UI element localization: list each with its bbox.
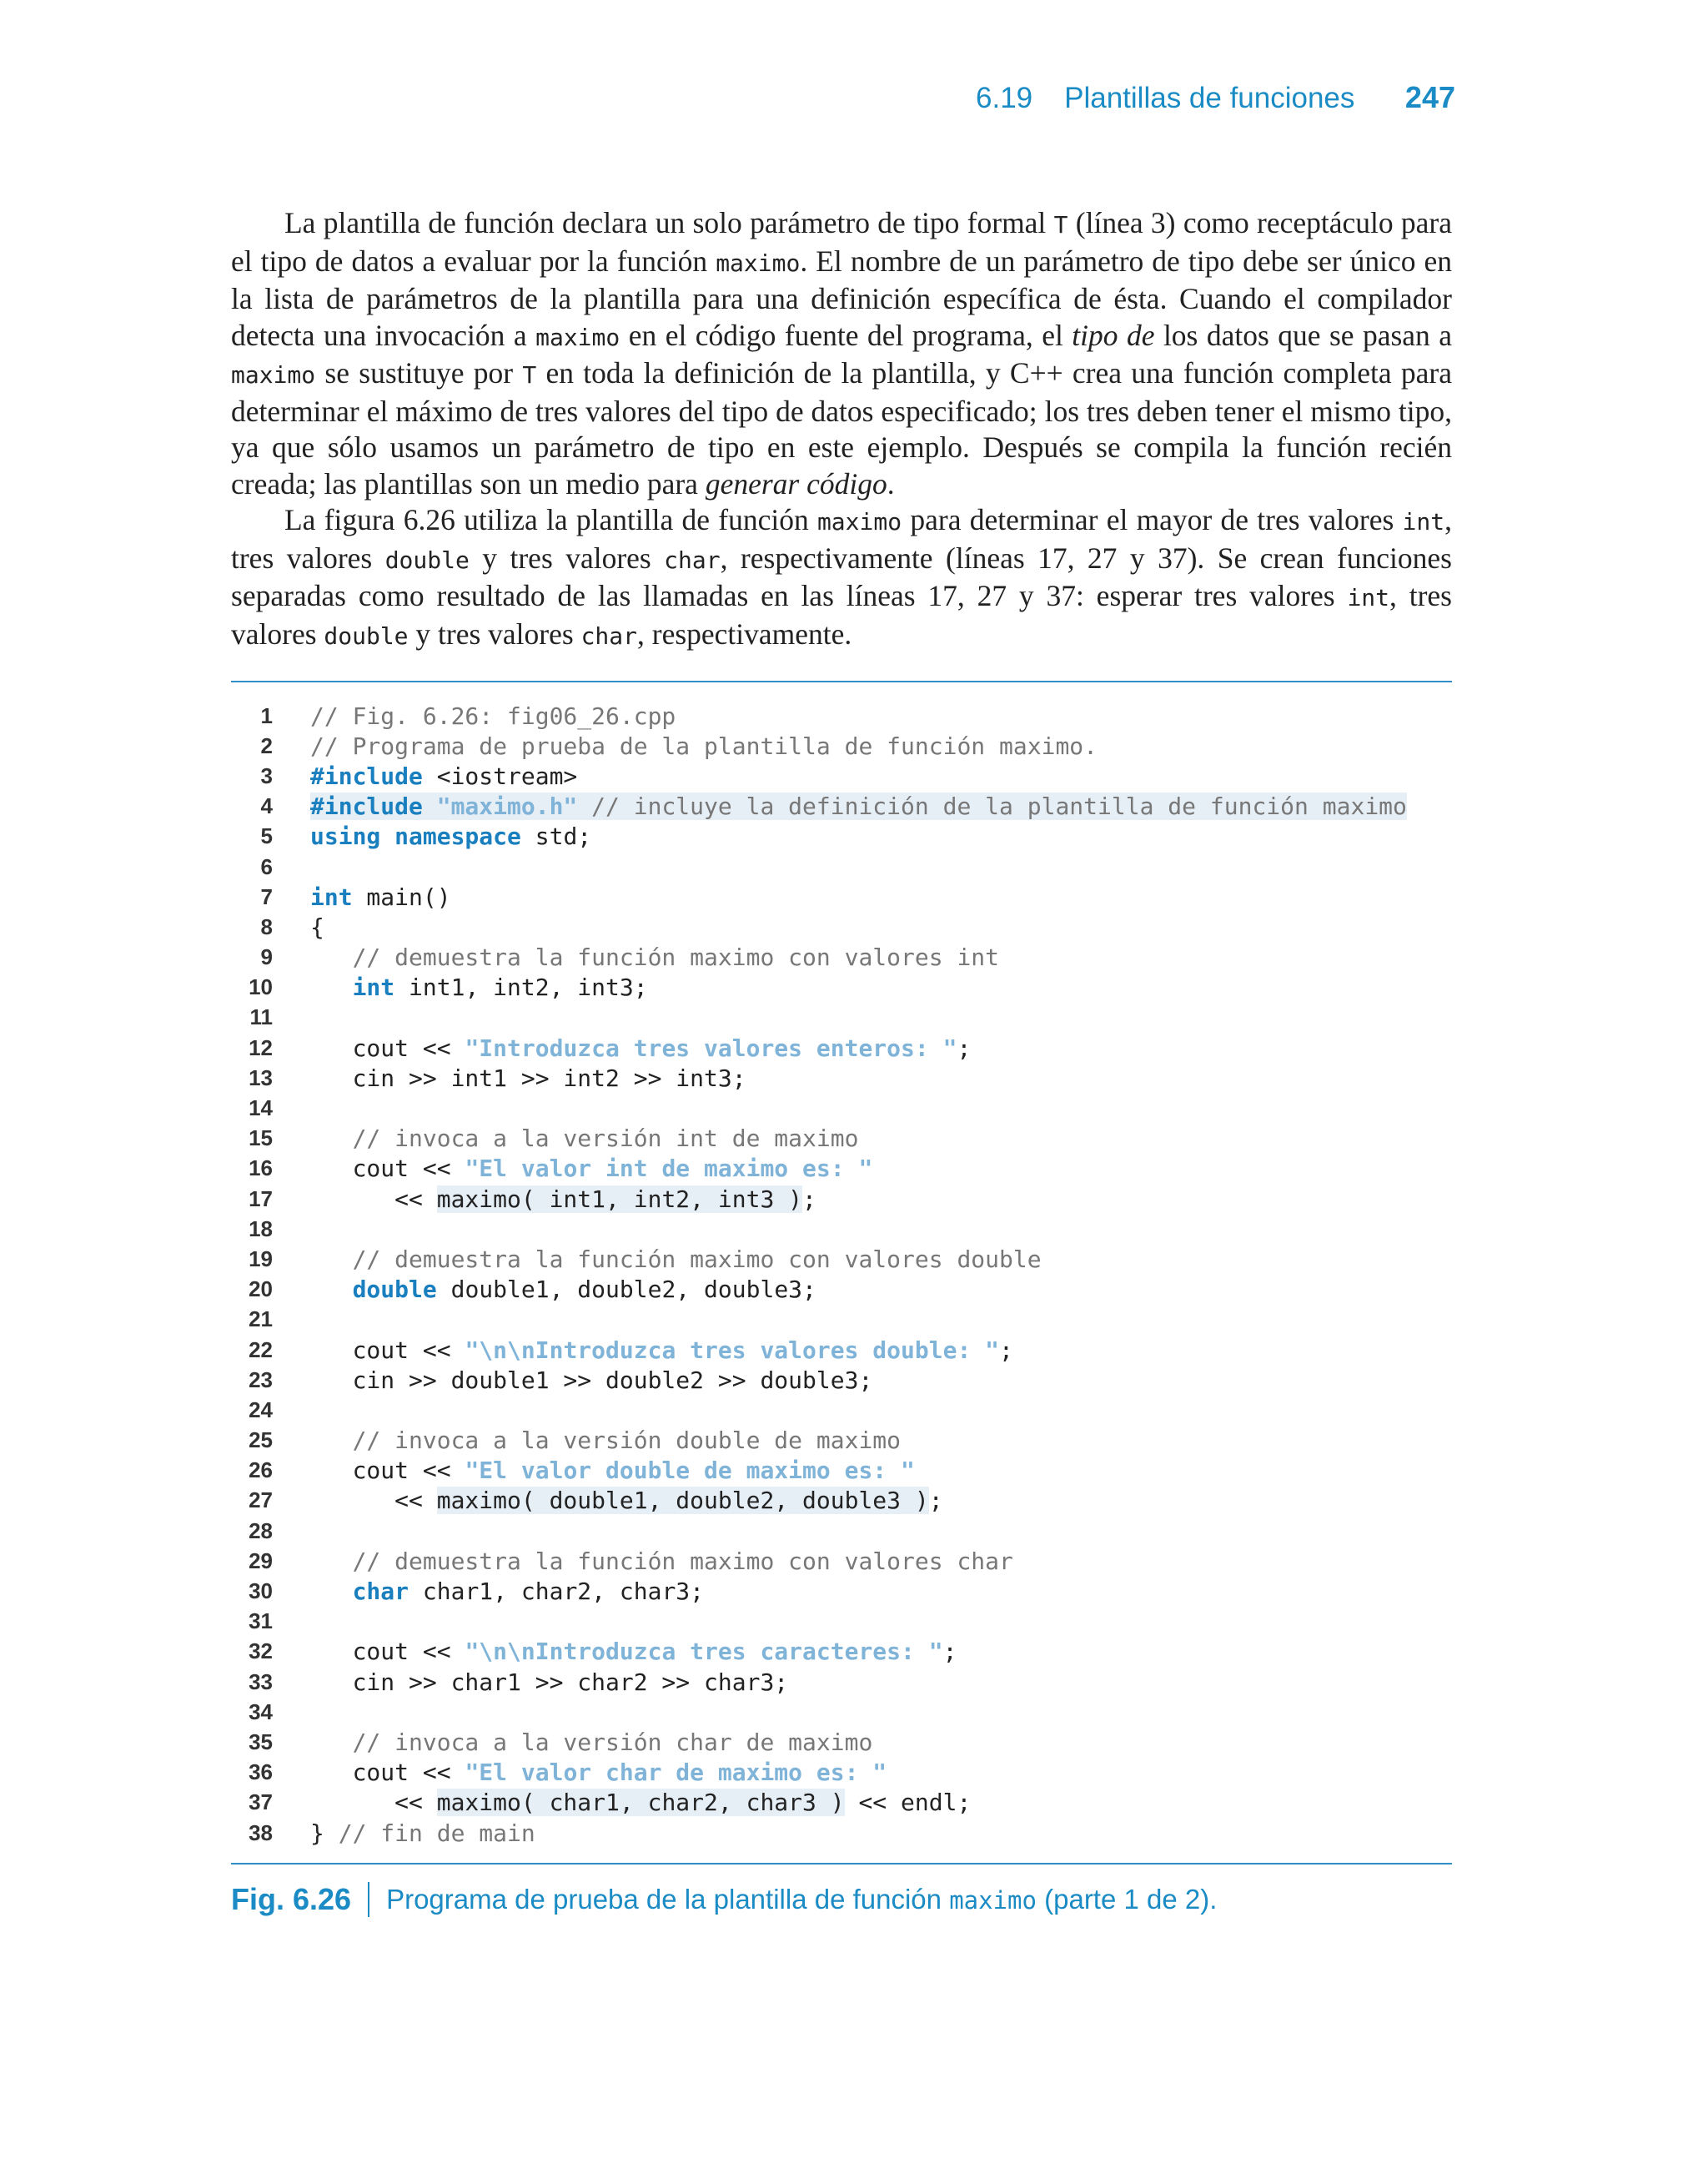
text-run: , respectivamente. <box>637 616 852 651</box>
code-token: ; <box>957 1034 972 1062</box>
line-number: 35 <box>249 1729 273 1754</box>
inline-code: double <box>384 546 470 574</box>
paragraph-2 <box>231 502 1452 654</box>
code-token: // invoca a la versión double de maximo <box>310 1427 902 1455</box>
section-number: 6.19 <box>976 82 1033 114</box>
code-line <box>231 1244 1452 1274</box>
inline-code: maximo <box>231 361 316 389</box>
line-number: 24 <box>249 1396 273 1422</box>
code-text <box>310 1366 872 1394</box>
code-text <box>310 1789 971 1816</box>
code-line <box>231 1637 1452 1667</box>
emphasis-text: tipo de <box>1072 318 1155 352</box>
line-number: 9 <box>260 944 273 970</box>
code-text <box>310 1034 971 1062</box>
code-token: << endl; <box>844 1789 972 1817</box>
line-number: 19 <box>249 1246 273 1271</box>
code-token: maximo( int1, int2, int3 ) <box>436 1185 803 1213</box>
text-run: , respectivamente (líneas 17, 27 y 37). Se crean funciones separadas como resultado de las llamadas en las líneas 17, 27 y 37: esperar tres valores <box>231 541 1452 612</box>
emphasis-text: generar código <box>705 466 887 501</box>
code-line <box>231 822 1452 852</box>
code-text <box>310 1668 788 1696</box>
line-number: 14 <box>249 1095 273 1121</box>
code-line <box>231 1516 1452 1546</box>
code-token: using namespace <box>310 823 521 851</box>
line-number: 18 <box>249 1215 273 1241</box>
line-number: 3 <box>260 762 273 788</box>
code-token <box>423 793 437 820</box>
code-text <box>310 732 1098 760</box>
code-token: cout << <box>310 1759 465 1787</box>
code-token: ; <box>999 1336 1013 1364</box>
text-run: en toda la definición de la plantilla, y C++ crea una función completa para determinar el máximo de tres valores del tipo de datos especificado; los tres deben tener el mismo tipo, ya que sólo usamos un parámetro de tipo en este ejemplo. Después se compila la función recién creada; las plantillas son un medio para <box>231 356 1453 501</box>
code-token: cout << <box>310 1336 465 1364</box>
code-token: "\n\nIntroduzca tres valores double: " <box>465 1336 1000 1364</box>
inline-code: int <box>1402 508 1445 536</box>
line-number: 25 <box>249 1427 273 1453</box>
code-token: "El valor int de maximo es: " <box>465 1155 873 1183</box>
code-token: << <box>310 1487 437 1515</box>
text-run: (línea 3) como receptáculo para el tipo de datos a evaluar por la función <box>231 206 1452 278</box>
inline-code: T <box>522 361 537 389</box>
code-token: char1, char2, char3; <box>409 1578 705 1606</box>
code-text <box>310 913 324 941</box>
caption-separator <box>368 1882 369 1917</box>
code-text <box>310 1185 816 1213</box>
code-token: cin >> int1 >> int2 >> int3; <box>310 1064 746 1092</box>
body-text <box>231 205 1452 654</box>
caption-text <box>386 1884 1217 1915</box>
text-run: y tres valores <box>469 541 665 575</box>
code-text <box>310 1547 1013 1575</box>
code-line <box>231 1456 1452 1486</box>
code-line <box>231 973 1452 1003</box>
figure-caption <box>231 1879 1217 1920</box>
line-number: 27 <box>249 1487 273 1513</box>
code-text <box>310 1276 816 1303</box>
code-token: cin >> char1 >> char2 >> char3; <box>310 1668 789 1696</box>
text-run: . El nombre de un parámetro de tipo debe ser único en la lista de parámetros de la plantilla para una definición específica de ésta. Cuando el compilador detecta una invocación a <box>231 244 1452 352</box>
line-number: 16 <box>249 1155 273 1181</box>
code-token: "Introduzca tres valores enteros: " <box>465 1034 957 1062</box>
code-token: maximo( double1, double2, double3 ) <box>436 1487 929 1515</box>
line-number: 34 <box>249 1698 273 1724</box>
code-token <box>310 1276 353 1303</box>
inline-code: char <box>580 621 638 650</box>
code-token: cout << <box>310 1155 465 1183</box>
line-number: 17 <box>249 1185 273 1211</box>
code-token: cout << <box>310 1638 465 1666</box>
code-text <box>310 1125 858 1152</box>
line-number: 15 <box>249 1125 273 1151</box>
code-token: int1, int2, int3; <box>394 974 648 1002</box>
code-token: "maximo.h" <box>436 793 578 821</box>
code-text <box>310 1729 872 1756</box>
code-line <box>231 1063 1452 1093</box>
line-number: 36 <box>249 1759 273 1785</box>
code-line <box>231 912 1452 942</box>
code-token: cin >> double1 >> double2 >> double3; <box>310 1366 873 1394</box>
inline-code: maximo <box>816 508 902 536</box>
code-line <box>231 1335 1452 1365</box>
line-number: 29 <box>249 1547 273 1573</box>
code-line <box>231 792 1452 822</box>
code-token: "El valor double de maximo es: " <box>465 1457 915 1485</box>
code-token: ; <box>802 1185 816 1213</box>
code-line <box>231 1124 1452 1154</box>
code-text <box>310 974 648 1001</box>
code-line <box>231 1033 1452 1063</box>
line-number: 4 <box>260 793 273 819</box>
line-number: 10 <box>249 974 273 1000</box>
code-top-rule <box>231 681 1452 682</box>
code-line <box>231 1576 1452 1606</box>
code-line <box>231 943 1452 973</box>
code-line <box>231 731 1452 761</box>
code-token: <iostream> <box>422 762 578 790</box>
code-line <box>231 852 1452 882</box>
line-number: 38 <box>249 1819 273 1845</box>
code-token: cout << <box>310 1457 465 1485</box>
line-number: 11 <box>249 1004 273 1030</box>
code-token: std; <box>520 823 592 851</box>
inline-code: maximo <box>535 323 620 351</box>
line-number: 13 <box>249 1064 273 1090</box>
code-line <box>231 882 1452 912</box>
code-token: int <box>310 883 353 911</box>
code-text <box>310 702 676 730</box>
text-run: La plantilla de función declara un solo parámetro de tipo formal <box>284 206 1054 239</box>
code-token: #include <box>310 762 423 790</box>
line-number: 22 <box>249 1336 273 1362</box>
code-token <box>310 974 353 1001</box>
text-run: los datos que se pasan a <box>1154 318 1453 352</box>
code-line <box>231 1275 1452 1305</box>
code-token: // invoca a la versión int de maximo <box>310 1125 859 1153</box>
code-text <box>310 1638 957 1665</box>
code-token: // Programa de prueba de la plantilla de función maximo. <box>310 732 1098 760</box>
code-token: #include <box>310 793 423 821</box>
code-token: // demuestra la función maximo con valores double <box>310 1245 1042 1273</box>
text-run: para determinar el mayor de tres valores <box>902 503 1403 536</box>
code-text <box>310 883 451 911</box>
line-number: 28 <box>249 1517 273 1543</box>
code-line <box>231 1395 1452 1425</box>
running-header <box>976 80 1455 122</box>
code-token: } <box>310 1819 339 1847</box>
code-token: << <box>310 1185 437 1213</box>
code-token: { <box>310 913 324 941</box>
code-token: // fin de main <box>338 1819 535 1847</box>
inline-code: double <box>324 621 409 650</box>
code-line <box>231 1667 1452 1697</box>
line-number: 21 <box>249 1306 273 1332</box>
code-line <box>231 1184 1452 1214</box>
line-number: 20 <box>249 1276 273 1302</box>
code-listing <box>231 701 1452 1848</box>
text-run: y tres valores <box>408 616 581 651</box>
inline-code: int <box>1347 584 1390 611</box>
caption-text-before: Programa de prueba de la plantilla de función <box>386 1884 950 1915</box>
code-token: ; <box>928 1487 943 1515</box>
code-token: maximo( char1, char2, char3 ) <box>436 1789 845 1817</box>
code-text <box>310 1064 746 1092</box>
code-line <box>231 1546 1452 1576</box>
line-number: 26 <box>249 1457 273 1483</box>
code-line <box>231 1154 1452 1184</box>
inline-code: maximo <box>716 249 801 277</box>
line-number: 12 <box>249 1034 273 1060</box>
code-line <box>231 1607 1452 1637</box>
inline-code: T <box>1053 211 1068 239</box>
code-token: double <box>352 1276 437 1304</box>
code-token: char <box>352 1578 409 1606</box>
code-text <box>310 793 1407 820</box>
text-run: se sustituye por <box>315 356 523 390</box>
line-number: 6 <box>260 853 273 879</box>
code-token: // Fig. 6.26: fig06_26.cpp <box>310 702 676 730</box>
code-text <box>310 1578 704 1605</box>
text-run: La figura 6.26 utiliza la plantilla de función <box>284 503 817 536</box>
code-token <box>310 1578 353 1605</box>
code-text <box>310 1819 535 1847</box>
line-number: 30 <box>249 1578 273 1604</box>
text-run: , tres valores <box>231 503 1452 575</box>
code-line <box>231 1818 1452 1848</box>
caption-code: maximo <box>949 1886 1037 1915</box>
code-token: ; <box>942 1638 957 1666</box>
code-bottom-rule <box>231 1863 1452 1864</box>
page-number: 247 <box>1404 80 1455 114</box>
code-token: // demuestra la función maximo con valores char <box>310 1547 1013 1575</box>
inline-code: char <box>664 546 721 574</box>
line-number: 5 <box>260 823 273 849</box>
code-line <box>231 1788 1452 1818</box>
code-line <box>231 1486 1452 1516</box>
code-line <box>231 1093 1452 1123</box>
code-token: int <box>352 974 395 1002</box>
code-text <box>310 1427 901 1454</box>
line-number: 37 <box>249 1789 273 1815</box>
code-line <box>231 1365 1452 1395</box>
code-text <box>310 944 999 971</box>
code-line <box>231 761 1452 791</box>
code-token: // invoca a la versión char de maximo <box>310 1728 873 1756</box>
code-line <box>231 1697 1452 1727</box>
code-line <box>231 1758 1452 1788</box>
line-number: 23 <box>249 1366 273 1392</box>
code-line <box>231 1305 1452 1335</box>
code-text <box>310 823 591 850</box>
code-token: << <box>310 1789 437 1817</box>
text-run: . <box>887 466 895 501</box>
code-line <box>231 1003 1452 1033</box>
line-number: 33 <box>249 1668 273 1694</box>
line-number: 32 <box>249 1638 273 1664</box>
code-line <box>231 1426 1452 1456</box>
paragraph-1 <box>231 205 1452 502</box>
code-text <box>310 1246 1042 1273</box>
code-text <box>310 1457 915 1484</box>
code-token: cout << <box>310 1034 465 1062</box>
code-text <box>310 1336 1013 1364</box>
code-line <box>231 1727 1452 1757</box>
code-text <box>310 1155 872 1182</box>
code-token: // incluye la definición de la plantilla de función maximo <box>577 793 1407 821</box>
code-token: "\n\nIntroduzca tres caracteres: " <box>465 1638 943 1666</box>
code-line <box>231 1214 1452 1244</box>
code-token: double1, double2, double3; <box>436 1276 816 1304</box>
line-number: 2 <box>260 732 273 758</box>
code-text <box>310 762 577 790</box>
figure-label: Fig. 6.26 <box>231 1882 352 1916</box>
code-line <box>231 701 1452 731</box>
caption-text-after: (parte 1 de 2). <box>1036 1884 1218 1915</box>
code-token: // demuestra la función maximo con valores int <box>310 944 1000 972</box>
line-number: 8 <box>260 913 273 939</box>
section-title: Plantillas de funciones <box>1064 82 1355 114</box>
code-text <box>310 1759 887 1786</box>
code-token: "El valor char de maximo es: " <box>465 1759 887 1787</box>
text-run: en el código fuente del programa, el <box>620 318 1073 352</box>
code-text <box>310 1487 943 1514</box>
code-token: main() <box>352 883 451 911</box>
text-run: , tres valores <box>231 579 1452 651</box>
line-number: 31 <box>249 1608 273 1634</box>
line-number: 1 <box>260 702 273 728</box>
line-number: 7 <box>260 883 273 909</box>
